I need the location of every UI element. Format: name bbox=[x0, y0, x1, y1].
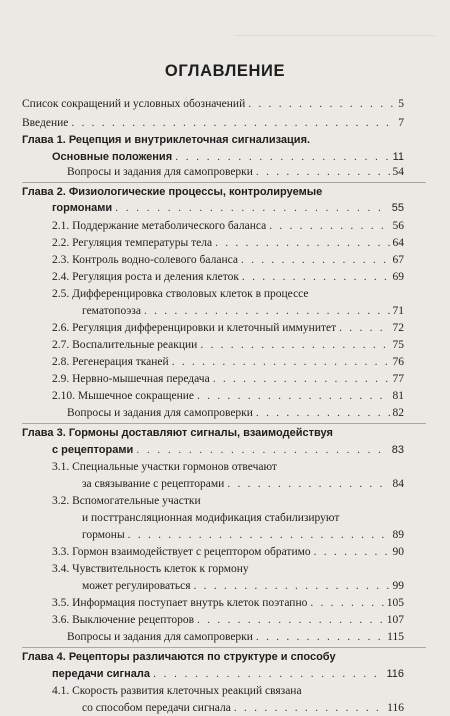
toc-entry-line bbox=[0, 684, 450, 699]
toc-entry-text: передачи сигнала bbox=[52, 668, 150, 680]
toc-entry-line bbox=[0, 511, 450, 526]
toc-entry-text: 3.6. Выключение рецепторов bbox=[52, 614, 194, 626]
toc-page-number: 82 bbox=[392, 407, 404, 419]
toc-entry bbox=[0, 443, 450, 458]
toc-page-number: 81 bbox=[392, 390, 404, 402]
toc-page-number: 67 bbox=[392, 254, 404, 266]
leader-dots bbox=[248, 97, 395, 112]
leader-dots bbox=[115, 201, 389, 216]
toc-page-number: 64 bbox=[392, 237, 404, 249]
leader-dots bbox=[227, 477, 389, 492]
leader-dots bbox=[128, 528, 390, 543]
toc-page-number: 115 bbox=[387, 631, 404, 643]
chapter-title-line: Глава 1. Рецепция и внутриклеточная сигнализация. bbox=[22, 134, 311, 146]
toc-entry-text: 2.8. Регенерация тканей bbox=[52, 356, 169, 368]
toc-entry-text: 2.5. Дифференцировка стволовых клеток в процессе bbox=[52, 288, 309, 300]
toc-page-number: 11 bbox=[392, 151, 404, 163]
toc-entry-text: 2.7. Воспалительные реакции bbox=[52, 339, 198, 351]
leader-dots bbox=[242, 270, 390, 285]
toc-entry-text: Вопросы и задания для самопроверки bbox=[67, 631, 253, 643]
toc-entry bbox=[0, 477, 450, 492]
toc-entry-text: 2.6. Регуляция дифференцировки и клеточный иммунитет bbox=[52, 322, 337, 334]
toc-page-number: 99 bbox=[392, 580, 404, 592]
chapter-heading bbox=[0, 133, 450, 148]
toc-entry bbox=[0, 97, 450, 112]
toc-page-number: 56 bbox=[392, 220, 404, 232]
toc-entry-text: 3.3. Гормон взаимодействует с рецептором обратимо bbox=[52, 546, 311, 558]
toc-entry-text: со способом передачи сигнала bbox=[82, 702, 231, 714]
leader-dots bbox=[197, 613, 384, 628]
toc-entry bbox=[0, 270, 450, 285]
chapter-heading bbox=[0, 426, 450, 441]
toc-page-number: 72 bbox=[392, 322, 404, 334]
toc-page-number: 54 bbox=[392, 166, 404, 178]
toc-entry bbox=[0, 116, 450, 131]
chapter-title-line: Глава 3. Гормоны доставляют сигналы, взаимодействуя bbox=[22, 427, 333, 439]
toc-page-number: 90 bbox=[392, 546, 404, 558]
toc-entry bbox=[0, 667, 450, 682]
toc-entry bbox=[0, 321, 450, 336]
toc-entry-text: за связывание с рецепторами bbox=[82, 478, 225, 490]
toc-page-number: 107 bbox=[386, 614, 404, 626]
toc-entry bbox=[0, 406, 450, 421]
toc-entry-text: 2.10. Мышечное сокращение bbox=[52, 390, 194, 402]
toc-page-number: 77 bbox=[392, 373, 404, 385]
leader-dots bbox=[213, 372, 390, 387]
page-title: ОГЛАВЛЕНИЕ bbox=[164, 62, 286, 80]
toc-page-number: 7 bbox=[398, 117, 404, 129]
toc-page-number: 69 bbox=[392, 271, 404, 283]
toc-page-number: 89 bbox=[392, 529, 404, 541]
toc-entry bbox=[0, 389, 450, 404]
section-divider bbox=[22, 423, 426, 424]
toc-page-number: 76 bbox=[392, 356, 404, 368]
toc-entry bbox=[0, 630, 450, 645]
toc-entry bbox=[0, 165, 450, 180]
toc-page-number: 105 bbox=[386, 597, 404, 609]
toc-page-number: 55 bbox=[391, 202, 404, 214]
leader-dots bbox=[215, 236, 389, 251]
leader-dots bbox=[310, 596, 383, 611]
chapter-heading bbox=[0, 185, 450, 200]
toc-entry-text: может регулироваться bbox=[82, 580, 191, 592]
toc-entry-text: гематопоэза bbox=[82, 305, 141, 317]
leader-dots bbox=[175, 150, 389, 165]
toc-entry-text: Введение bbox=[22, 117, 69, 129]
section-divider bbox=[22, 182, 426, 183]
toc-page-number: 5 bbox=[398, 98, 404, 110]
toc-page-number: 71 bbox=[392, 305, 404, 317]
leader-dots bbox=[194, 579, 390, 594]
leader-dots bbox=[339, 321, 389, 336]
chapter-heading bbox=[0, 650, 450, 665]
toc-entry bbox=[0, 253, 450, 268]
toc-entry-text: 2.4. Регуляция роста и деления клеток bbox=[52, 271, 239, 283]
toc-entry-text: Вопросы и задания для самопроверки bbox=[67, 166, 253, 178]
toc-page-number: 116 bbox=[387, 702, 404, 714]
toc-entry bbox=[0, 236, 450, 251]
toc-entry-text: Список сокращений и условных обозначений bbox=[22, 98, 246, 110]
toc-entry bbox=[0, 338, 450, 353]
leader-dots bbox=[197, 389, 390, 404]
toc-entry bbox=[0, 613, 450, 628]
leader-dots bbox=[153, 667, 383, 682]
toc-entry-text: 2.3. Контроль водно-солевого баланса bbox=[52, 254, 238, 266]
toc-entry-text: с рецепторами bbox=[52, 444, 134, 456]
toc-entry bbox=[0, 201, 450, 216]
leader-dots bbox=[71, 116, 395, 131]
toc-entry-text: 3.1. Специальные участки гормонов отвечают bbox=[52, 461, 277, 473]
toc-entry-text: гормонами bbox=[52, 202, 113, 214]
toc-entry-text: Вопросы и задания для самопроверки bbox=[67, 407, 253, 419]
leader-dots bbox=[144, 304, 390, 319]
faint-header-line bbox=[235, 35, 435, 44]
toc-entry-text: 2.9. Нервно-мышечная передача bbox=[52, 373, 210, 385]
toc-entry-text: 3.2. Вспомогательные участки bbox=[52, 495, 201, 507]
toc-entry-text: 3.5. Информация поступает внутрь клеток поэтапно bbox=[52, 597, 308, 609]
toc-entry bbox=[0, 545, 450, 560]
toc-entry bbox=[0, 219, 450, 234]
toc-entry-text: 2.1. Поддержание метаболического баланса bbox=[52, 220, 267, 232]
chapter-title-line: Глава 2. Физиологические процессы, контролируемые bbox=[22, 186, 323, 198]
toc-page-number: 83 bbox=[391, 444, 404, 456]
toc-page-number: 84 bbox=[392, 478, 404, 490]
leader-dots bbox=[200, 338, 389, 353]
leader-dots bbox=[256, 406, 390, 421]
toc-entry-text: и посттрансляционная модификация стабилизируют bbox=[82, 512, 340, 524]
toc-entry-text: 2.2. Регуляция температуры тела bbox=[52, 237, 213, 249]
toc-entry-text: 3.4. Чувствительность клеток к гормону bbox=[52, 563, 249, 575]
leader-dots bbox=[172, 355, 390, 370]
toc-page-number: 75 bbox=[392, 339, 404, 351]
toc-entry bbox=[0, 355, 450, 370]
toc-entry-line bbox=[0, 562, 450, 577]
leader-dots bbox=[256, 165, 390, 180]
leader-dots bbox=[136, 443, 389, 458]
toc-entry bbox=[0, 528, 450, 543]
toc-entry-text: Основные положения bbox=[52, 151, 173, 163]
toc-entry-text: гормоны bbox=[82, 529, 125, 541]
toc-entry bbox=[0, 579, 450, 594]
toc-entry-line bbox=[0, 494, 450, 509]
section-divider bbox=[22, 647, 426, 648]
toc-entry-text: 4.1. Скорость развития клеточных реакций связана bbox=[52, 685, 302, 697]
leader-dots bbox=[256, 630, 384, 645]
leader-dots bbox=[241, 253, 390, 268]
toc-entry bbox=[0, 304, 450, 319]
leader-dots bbox=[269, 219, 389, 234]
toc-entry bbox=[0, 150, 450, 165]
toc-page-number: 116 bbox=[386, 668, 404, 680]
toc-entry bbox=[0, 701, 450, 716]
toc-entry bbox=[0, 596, 450, 611]
toc-entry bbox=[0, 372, 450, 387]
leader-dots bbox=[314, 545, 390, 560]
chapter-title-line: Глава 4. Рецепторы различаются по структуре и способу bbox=[22, 651, 336, 663]
toc-entry-line bbox=[0, 460, 450, 475]
toc-entry-line bbox=[0, 287, 450, 302]
leader-dots bbox=[234, 701, 384, 716]
